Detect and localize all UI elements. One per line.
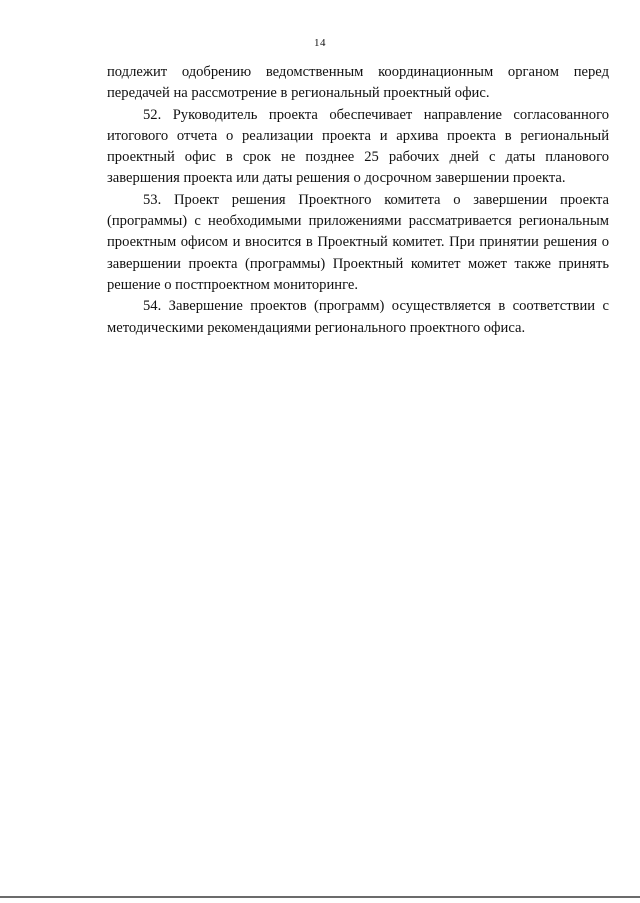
paragraph-52: 52. Руководитель проекта обеспечивает направление согласованного итогового отчета о реализации проекта и архива проекта в региональный проектный офис в срок не позднее 25 рабочих дней с даты планового завершения проекта или даты решения о досрочном завершении проекта. xyxy=(107,106,609,187)
document-body xyxy=(107,62,609,339)
page-number: 14 xyxy=(314,37,326,49)
paragraph-54: 54. Завершение проектов (программ) осуществляется в соответствии с методическими рекомендациями регионального проектного офиса. xyxy=(107,298,609,336)
paragraph-53: 53. Проект решения Проектного комитета о завершении проекта (программы) с необходимыми приложениями рассматривается региональным проектным офисом и вносится в Проектный комитет. При принятии решения о завершении проекта (программы) Проектный комитет может также принять решение о постпроектном мониторинге. xyxy=(107,191,609,293)
paragraph-continuation: подлежит одобрению ведомственным координационным органом перед передачей на рассмотрение в региональный проектный офис. xyxy=(107,64,609,102)
scan-edge-line xyxy=(0,896,640,898)
